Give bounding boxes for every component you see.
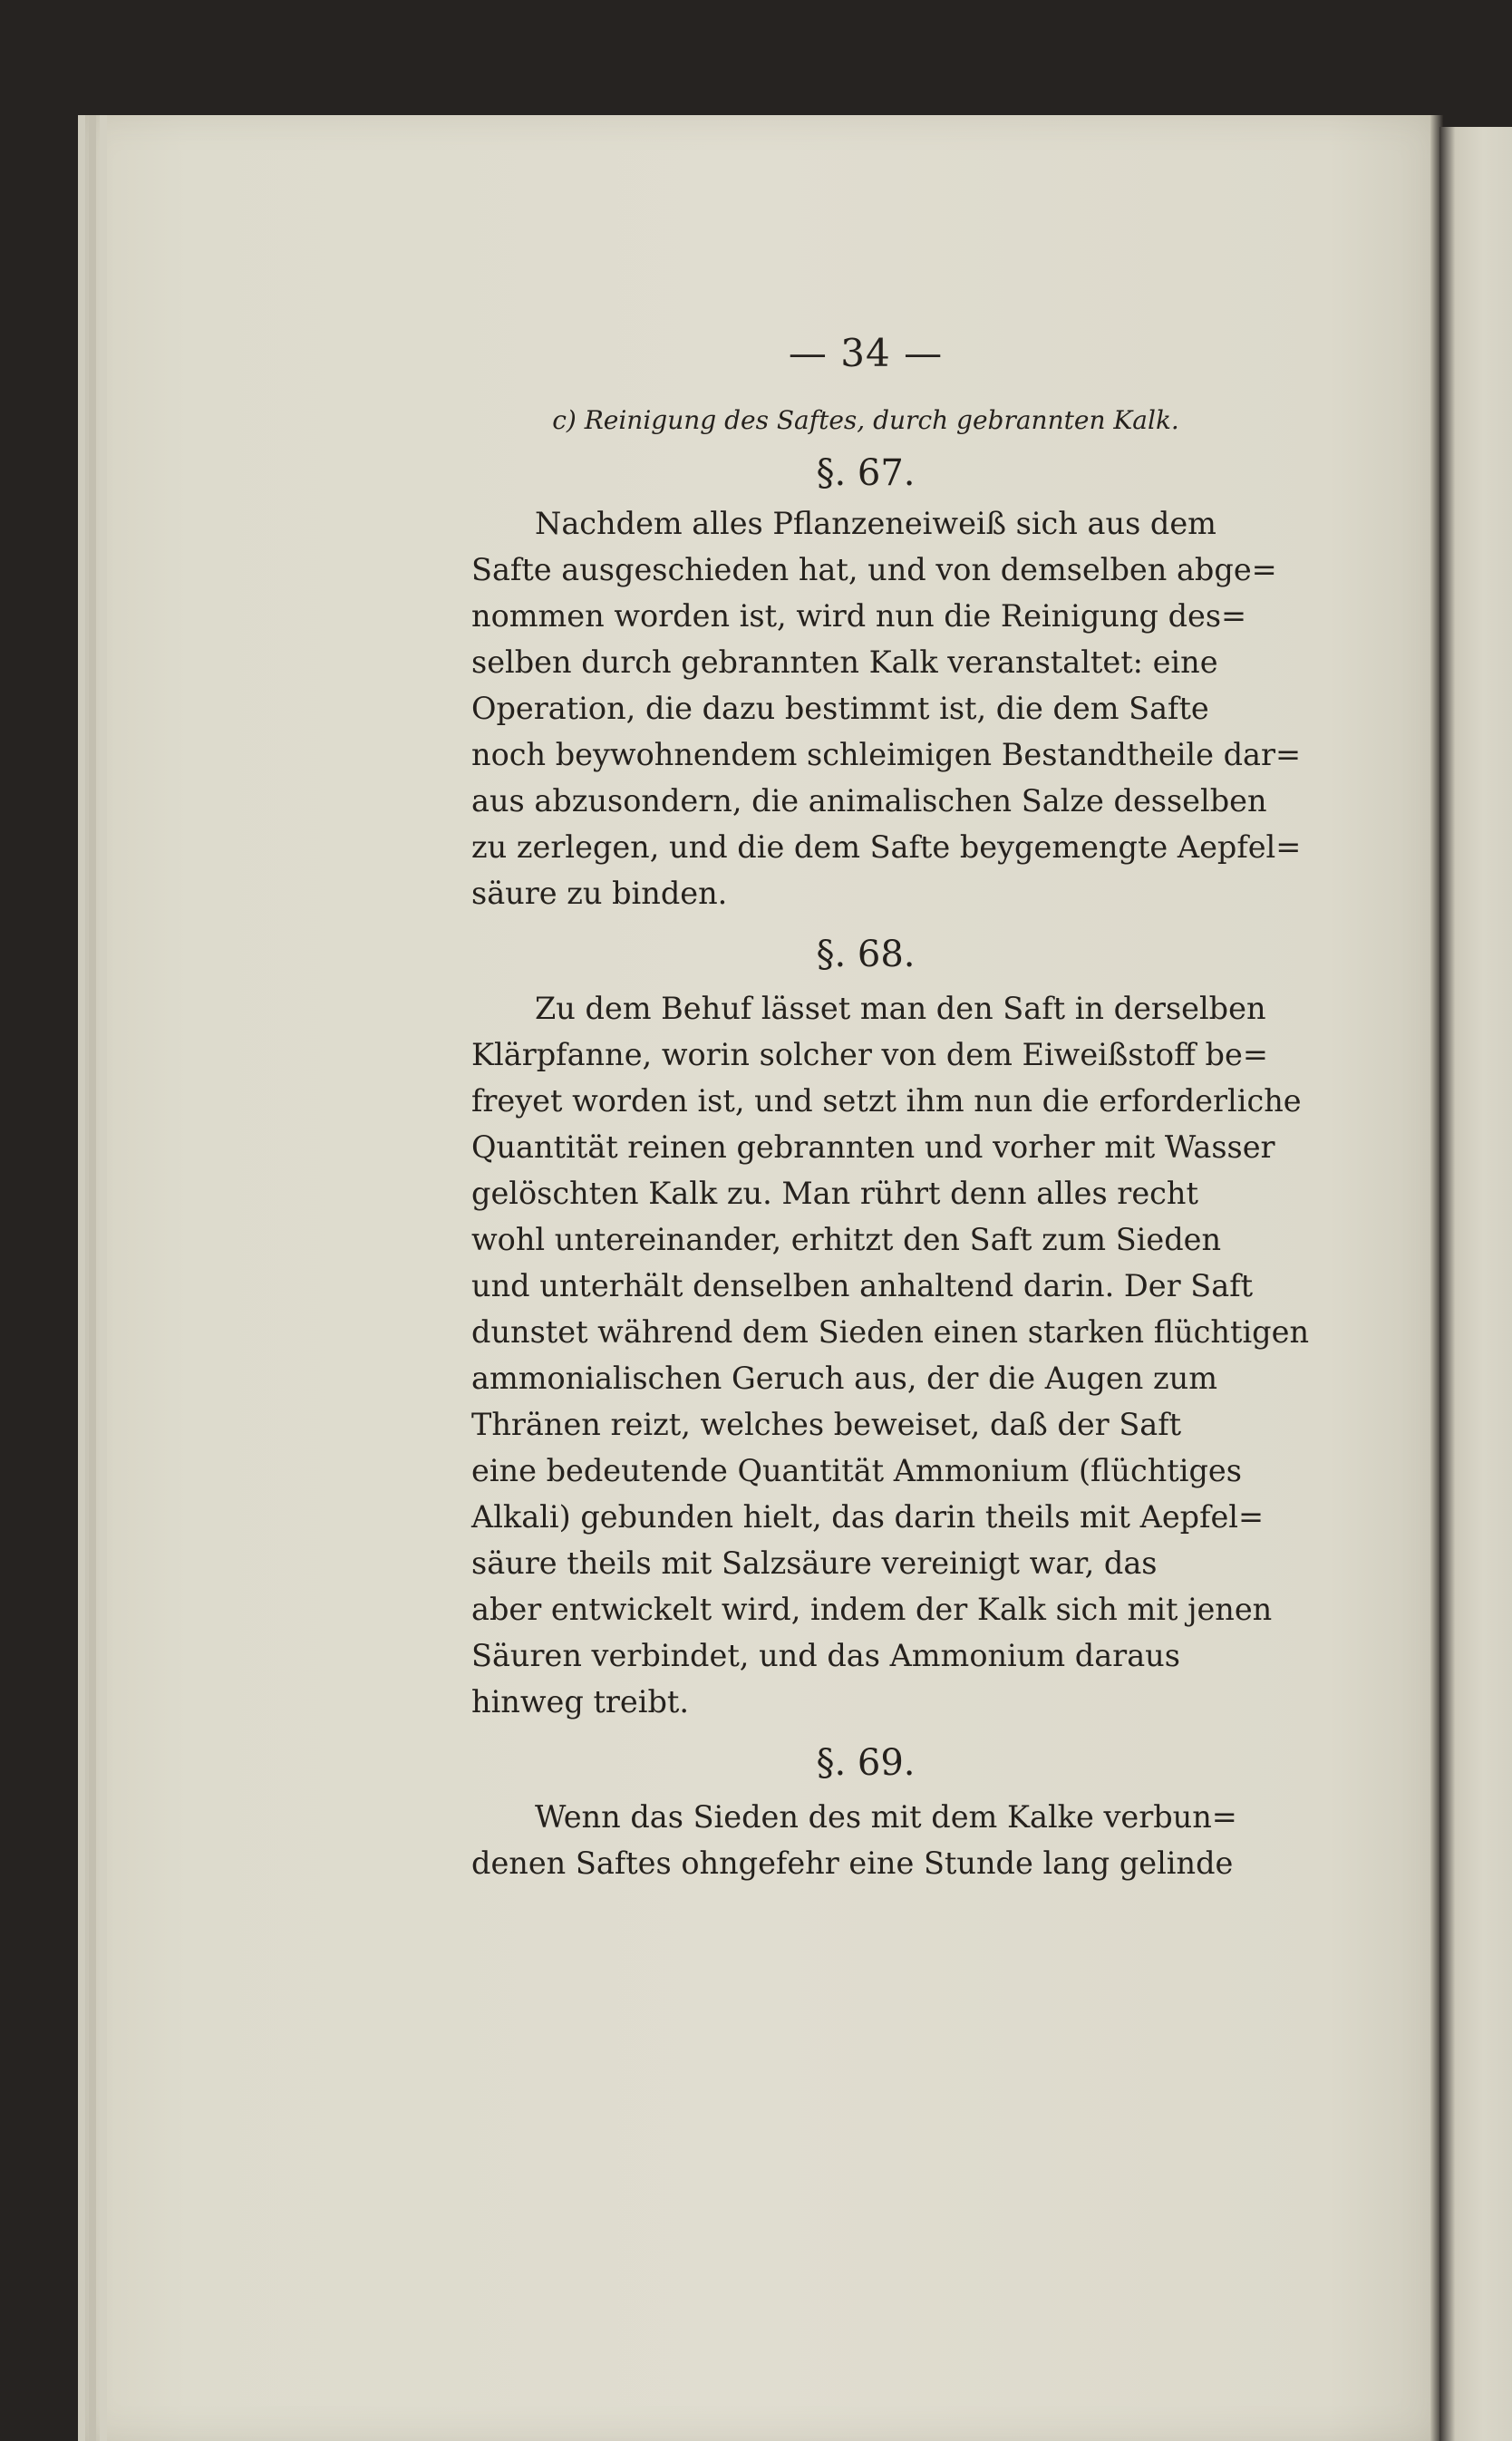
page-edge: [78, 115, 85, 2441]
text-line: Safte ausgeschieden hat, und von demselben abge=: [471, 552, 1277, 587]
paragraph: [471, 985, 1310, 1725]
text-line: hinweg treibt.: [471, 1684, 690, 1719]
text-line: Wenn das Sieden des mit dem Kalke verbun=: [535, 1799, 1237, 1835]
text-line: Säuren verbindet, und das Ammonium daraus: [471, 1638, 1180, 1673]
text-line: freyet worden ist, und setzt ihm nun die erforderliche: [471, 1083, 1302, 1119]
text-line: dunstet während dem Sieden einen starken flüchtigen: [471, 1314, 1310, 1350]
section-68: [471, 929, 1310, 1725]
text-line: zu zerlegen, und die dem Safte beygemengte Aepfel=: [471, 829, 1302, 865]
facing-page-edge: [1439, 127, 1512, 2441]
paragraph: [471, 500, 1302, 916]
text-line: und unterhält denselben anhaltend darin. Der Saft: [471, 1268, 1254, 1303]
text-line: denen Saftes ohngefehr eine Stunde lang gelinde: [471, 1845, 1234, 1881]
section-heading: §. 67.: [816, 452, 916, 494]
text-line: aus abzusondern, die animalischen Salze desselben: [471, 783, 1267, 819]
text-line: selben durch gebrannten Kalk veranstaltet: eine: [471, 644, 1218, 680]
text-line: Zu dem Behuf lässet man den Saft in derselben: [535, 991, 1266, 1026]
text-line: Quantität reinen gebrannten und vorher mit Wasser: [471, 1129, 1275, 1165]
page-number: — 34 —: [788, 331, 944, 375]
text-line: ammonialischen Geruch aus, der die Augen zum: [471, 1361, 1217, 1396]
text-line: eine bedeutende Quantität Ammonium (flüchtiges: [471, 1453, 1242, 1488]
text-line: Klärpfanne, worin solcher von dem Eiweißstoff be=: [471, 1037, 1268, 1072]
page-text: [471, 326, 1310, 1886]
subsection-heading: c) Reinigung des Saftes, durch gebrannten Kalk.: [552, 405, 1179, 435]
section-heading: §. 68.: [816, 934, 916, 975]
text-line: gelöschten Kalk zu. Man rührt denn alles recht: [471, 1176, 1198, 1211]
text-line: Alkali) gebunden hielt, das darin theils mit Aepfel=: [471, 1499, 1265, 1535]
text-line: säure zu binden.: [471, 876, 728, 911]
page-edge: [100, 115, 107, 2441]
text-line: Thränen reizt, welches beweiset, daß der Saft: [471, 1407, 1182, 1442]
section-67: [471, 448, 1302, 916]
section-heading: §. 69.: [816, 1742, 916, 1784]
text-line: noch beywohnendem schleimigen Bestandtheile dar=: [471, 737, 1302, 772]
text-line: säure theils mit Salzsäure vereinigt war, das: [471, 1545, 1158, 1581]
text-line: Nachdem alles Pflanzeneiweiß sich aus dem: [535, 506, 1216, 541]
text-line: wohl untereinander, erhitzt den Saft zum Sieden: [471, 1222, 1222, 1257]
page-edge: [89, 115, 96, 2441]
text-line: aber entwickelt wird, indem der Kalk sich mit jenen: [471, 1592, 1273, 1627]
text-line: Operation, die dazu bestimmt ist, die dem Safte: [471, 691, 1209, 726]
text-line: nommen worden ist, wird nun die Reinigung des=: [471, 598, 1247, 634]
section-69: [471, 1738, 1260, 1886]
paragraph: [471, 1794, 1260, 1886]
